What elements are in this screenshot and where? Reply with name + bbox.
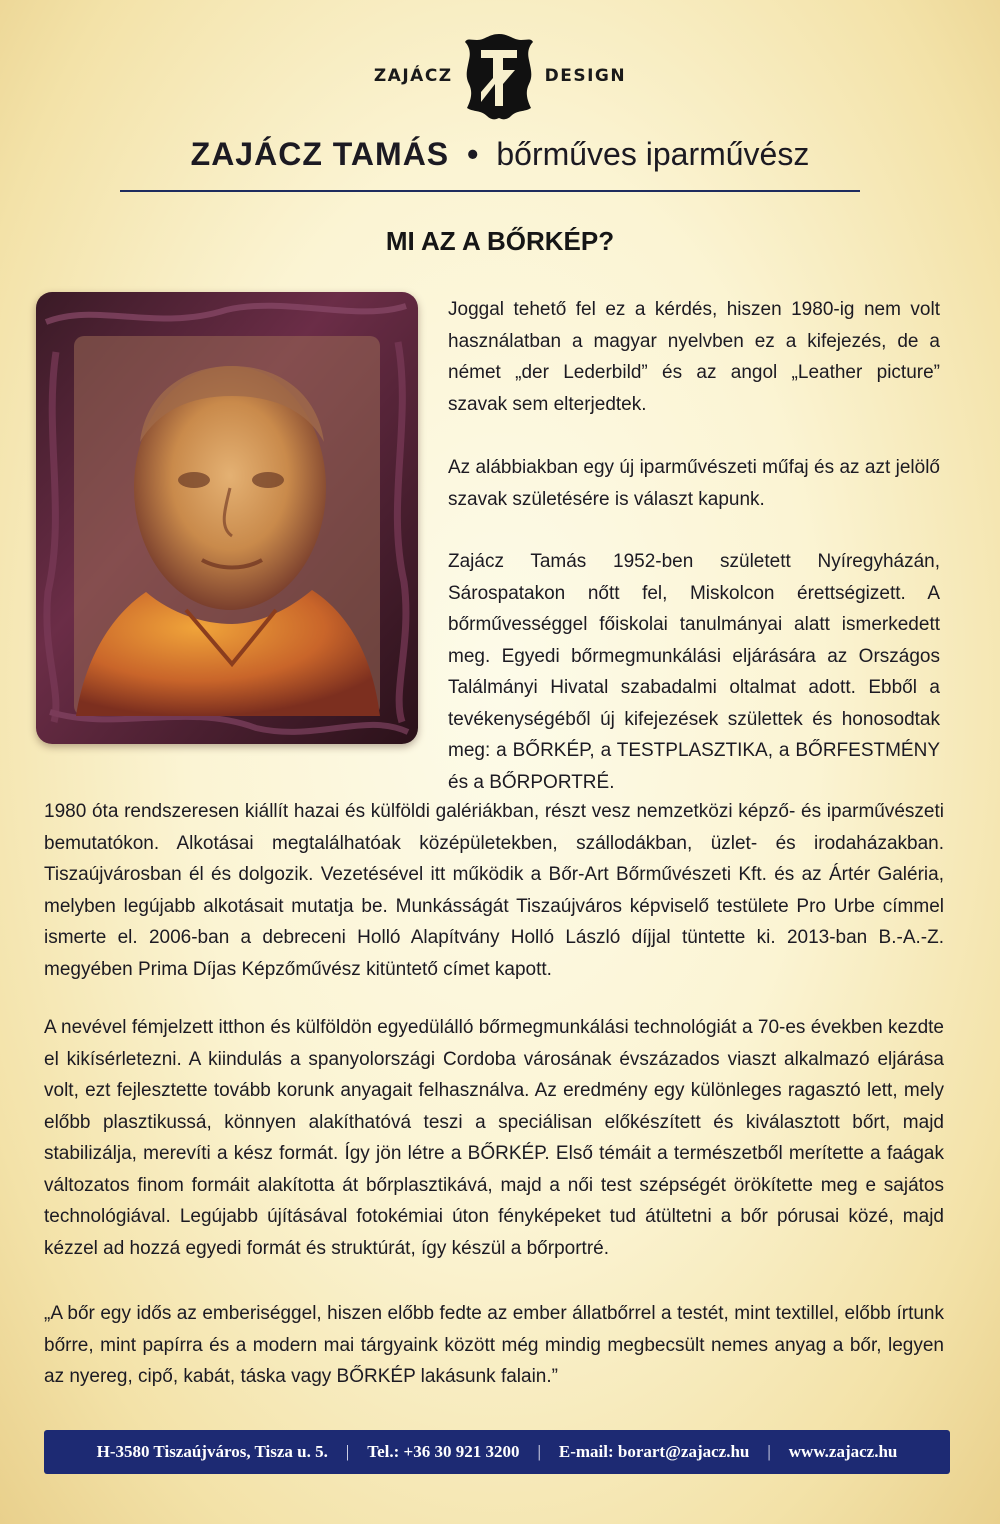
header-divider	[120, 190, 860, 192]
leather-portrait-image	[36, 292, 418, 744]
logo-right-word: DESIGN	[544, 66, 627, 86]
brand-logo	[0, 30, 1000, 122]
artist-profession: bőrműves iparművész	[496, 136, 810, 172]
paragraph-technology: A nevével fémjelzett itthon és külföldön egyedülálló bőrmegmunkálási technológiát a 70-es években kezdte el kikísérletezni. A kiindulás a spanyolországi Cordoba városának évszázados viaszt alkalmazó eljárása volt, ezt fejlesztette tovább korunk anyagait felhasználva. Az eredmény egy különleges ragasztó lett, mely előbb plasztikussá, könnyen alakíthatóvá teszi a speciálisan előkészített és kiválasztott bőrt, majd stabilizálja, merevíti a kész formát. Így jön létre a BŐRKÉP. Első témáit a természetből merítette a faágak változatos finom formáit alakította át bőrplasztikává, majd a női test szépségét örökítette meg e sajátos technológiával. Legújabb újításával fotokémiai úton fényképeket tud átültetni a bőr pórusai közé, majd kézzel ad hozzá egyedi formát és struktúrát, így készül a bőrportré.	[44, 1017, 944, 1259]
paragraph-intro: Joggal tehető fel ez a kérdés, hiszen 1980-ig nem volt használatban a magyar nyelvben ez a kifejezés, de a német „der Lederbild” és az angol „Leather picture” szavak sem elterjedtek.	[448, 299, 940, 415]
footer-website-link[interactable]: www.zajacz.hu	[788, 1442, 898, 1461]
section-title: MI AZ A BŐRKÉP?	[385, 226, 615, 256]
leather-hide-logo-icon	[459, 30, 539, 122]
footer-separator: |	[767, 1442, 771, 1461]
title-bullet: •	[467, 136, 479, 172]
paragraph-answer: Az alábbiakban egy új iparművészeti műfaj és az azt jelölő szavak születésére is választ kapunk.	[448, 457, 940, 510]
header-title	[0, 136, 1000, 173]
footer-separator: |	[537, 1442, 541, 1461]
contact-footer	[44, 1430, 950, 1474]
logo-left-word: ZAJÁCZ	[373, 66, 453, 86]
paragraph-exhibitions: 1980 óta rendszeresen kiállít hazai és külföldi galériákban, részt vesz nemzetközi képző- és iparművészeti bemutatókon. Alkotásai megtalálhatóak középületekben, szállodákban, üzlet- és irodaházakban. Tiszaújvárosban él és dolgozik. Vezetésével itt működik a Bőr-Art Bőrművészeti Kft. és az Ártér Galéria, melyben legújabb alkotásait mutatja be. Munkásságát Tiszaújváros képviselő testülete Pro Urbe címmel ismerte el. 2006-ban a debreceni Holló Alapítvány Holló László díjjal tüntette ki. 2013-ban B.-A.-Z. megyében Prima Díjas Képzőművész kitüntető címet kapott.	[44, 801, 944, 980]
footer-phone[interactable]: Tel.: +36 30 921 3200	[367, 1442, 520, 1461]
portrait-artwork	[36, 292, 418, 744]
paragraph-biography: Zajácz Tamás 1952-ben született Nyíregyházán, Sárospatakon nőtt fel, Miskolcon érettségizett. A bőrművességgel főiskolai tanulmányai alatt ismerkedett meg. Egyedi bőrmegmunkálási eljárására az Országos Találmányi Hivatal szabadalmi oltalmat adott. Ebből a tevékenységéből új kifejezések születtek és honosodtak meg: a BŐRKÉP, a TESTPLASZTIKA, a BŐRFESTMÉNY és a BŐRPORTRÉ.	[448, 551, 940, 793]
footer-address: H-3580 Tiszaújváros, Tisza u. 5.	[96, 1442, 328, 1461]
paragraph-quote: „A bőr egy idős az emberiséggel, hiszen előbb fedte az ember állatbőrrel a testét, mint textillel, előbb írtunk bőrre, mint papírra és a modern mai tárgyaink között még mindig megbecsült nemes anyag a bőr, legyen az nyereg, cipő, kabát, táska vagy BŐRKÉP lakásunk falain.”	[44, 1303, 944, 1387]
footer-email[interactable]: E-mail: borart@zajacz.hu	[558, 1442, 750, 1461]
footer-separator: |	[345, 1442, 350, 1461]
artist-name: ZAJÁCZ TAMÁS	[190, 136, 450, 172]
